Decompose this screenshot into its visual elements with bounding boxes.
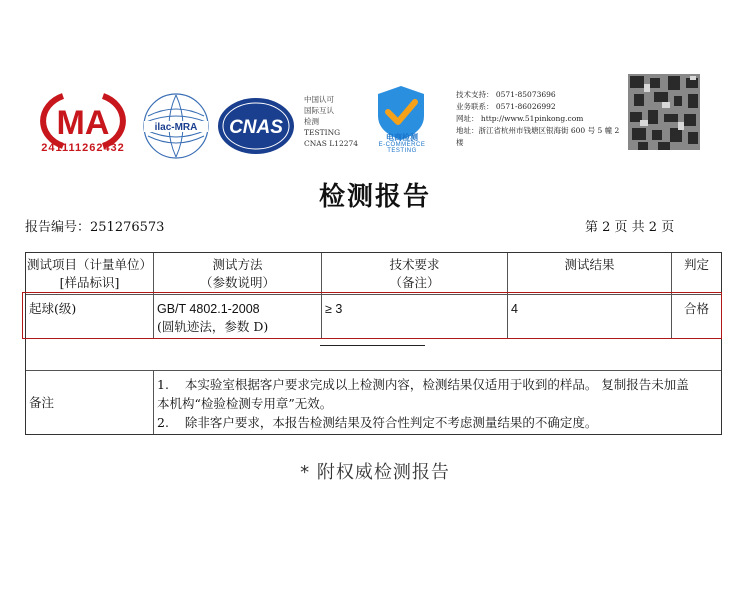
header-param-label: （参数说明） <box>199 275 275 290</box>
report-number: 报告编号：251276573 <box>25 220 165 235</box>
highlight-box <box>22 292 722 339</box>
row-judgement: 合格 <box>683 301 709 316</box>
ilac-mra-logo <box>142 92 210 160</box>
header-requirement-label: 技术要求 <box>389 257 440 272</box>
header-test-method <box>154 256 321 292</box>
header-test-method-label: 测试方法 <box>212 257 263 272</box>
svg-text:CNAS: CNAS <box>229 117 283 138</box>
row-method-params: (圆轨迹法，参数 D) <box>157 319 269 334</box>
cma-number: 241111262432 <box>41 142 125 154</box>
footnote: * 附权威检测报告 <box>300 462 450 483</box>
business-phone: 业务联系： 0571-86026992 <box>456 102 556 111</box>
support-phone: 技术支持： 0571-85073696 <box>456 90 556 99</box>
header-judgement: 判定 <box>683 257 709 272</box>
header-result: 测试结果 <box>564 257 615 272</box>
page-indicator: 第 2 页 共 2 页 <box>585 220 675 235</box>
qr-code <box>628 74 700 150</box>
header-sample-id-label: [样品标识] <box>59 275 120 290</box>
results-table <box>25 252 722 435</box>
report-title: 检测报告 <box>318 182 431 212</box>
contact-info <box>456 89 621 149</box>
row-requirement: ≥ 3 <box>325 302 343 316</box>
row-result: 4 <box>511 302 518 316</box>
remark-line-2: 本机构“检验检测专用章”无效。 <box>157 396 333 411</box>
cnas-logo <box>216 96 296 156</box>
remark-line-1: 1. 本实验室根据客户要求完成以上检测内容，检测结果仅适用于收到的样品。 复制报告未加盖 <box>157 377 689 392</box>
address: 地址：浙江省杭州市钱塘区银海街 600 号 5 幢 2 楼 <box>456 126 620 147</box>
ecommerce-testing-english: E-COMMERCE TESTING <box>378 142 426 154</box>
row-test-item: 起球(级) <box>29 301 77 316</box>
header-remark-label: （备注） <box>389 275 440 290</box>
website: 网址： http://www.51pinkong.com <box>456 114 584 123</box>
ecommerce-testing-name: 电商检测 <box>386 133 418 142</box>
separator-line <box>320 345 425 346</box>
header-test-item <box>26 256 153 292</box>
svg-text:ilac-MRA: ilac-MRA <box>154 122 198 133</box>
svg-text:MA: MA <box>56 104 110 142</box>
cnas-accreditation-text: 中国认可 国际互认 检测 TESTING CNAS L12274 <box>304 95 359 148</box>
remarks-text <box>157 375 719 432</box>
header-requirement <box>322 256 507 292</box>
remarks-label: 备注 <box>29 395 55 410</box>
header-test-item-label: 测试项目（计量单位） <box>26 257 152 272</box>
remark-line-3: 2. 除非客户要求，本报告检测结果及符合性判定不考虑测量结果的不确定度。 <box>157 415 598 430</box>
row-method-standard: GB/T 4802.1-2008 <box>157 302 260 316</box>
